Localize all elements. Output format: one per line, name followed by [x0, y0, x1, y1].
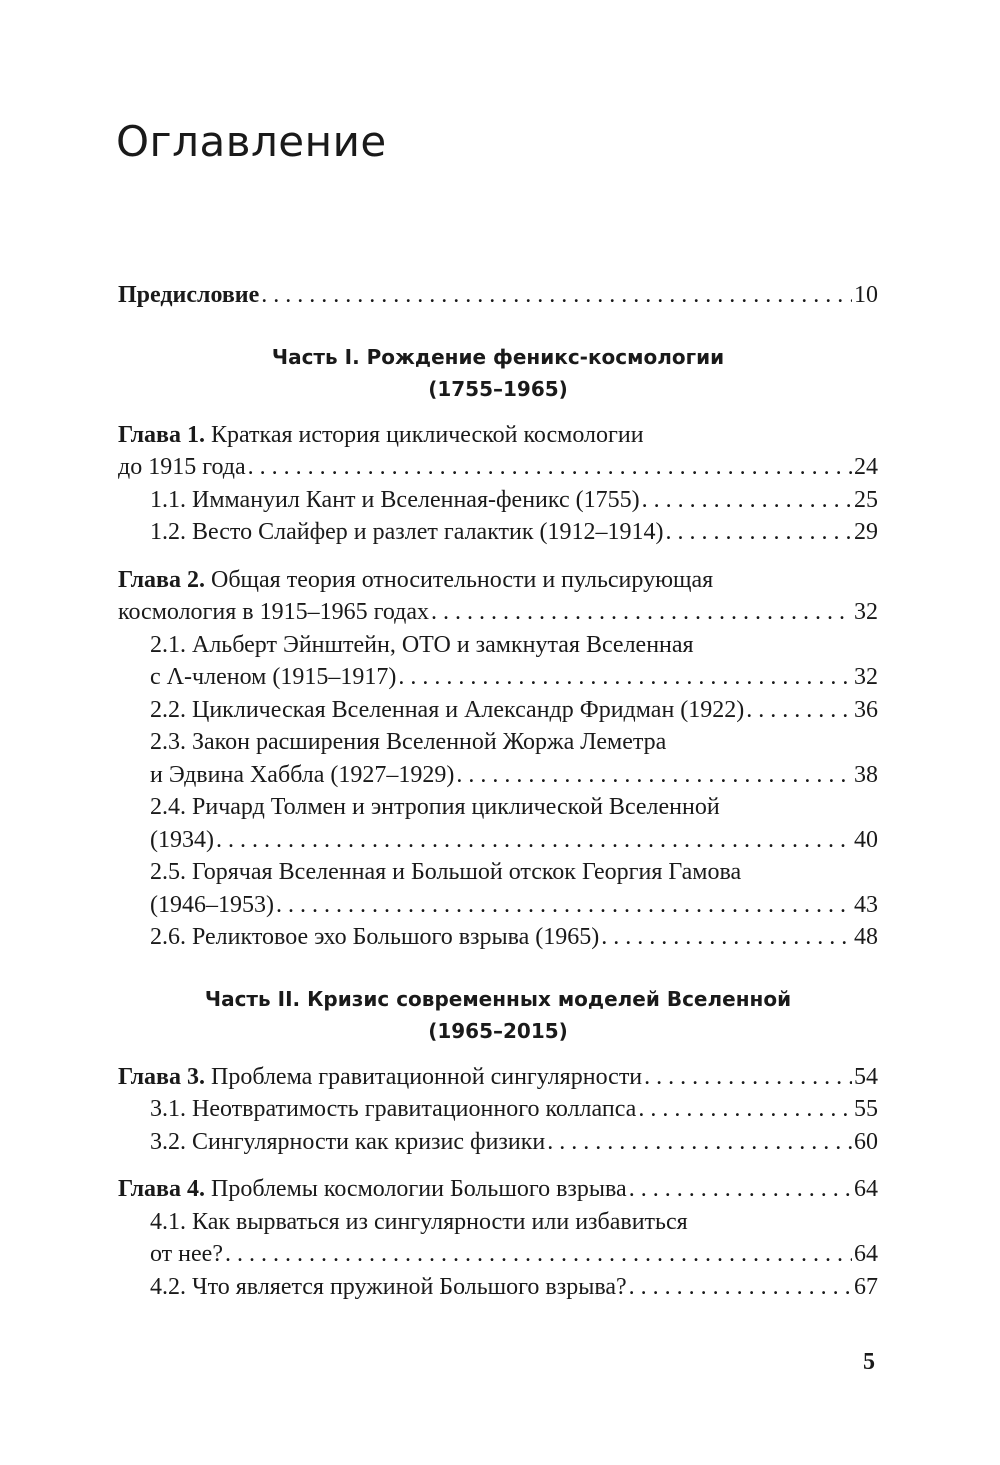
chapter-2-line-1 — [118, 564, 878, 597]
chapter-1-title-end: до 1915 года — [118, 454, 246, 480]
section-2-2-page: 36 — [854, 696, 878, 723]
leader-dots — [248, 451, 852, 484]
toc-entry-chapter-3[interactable] — [118, 1061, 878, 1094]
leader-dots — [456, 759, 852, 792]
chapter-2-title-start: Общая теория относительности и пульсирующая — [205, 566, 714, 593]
toc-entry-2-3[interactable] — [118, 726, 878, 791]
chapter-3-title: Проблема гравитационной сингулярности — [205, 1063, 643, 1090]
section-2-5-line-2 — [118, 889, 878, 922]
section-1-2-page: 29 — [854, 519, 878, 545]
section-2-4-title-end: (1934) — [150, 826, 214, 853]
section-2-6-page: 48 — [854, 924, 878, 950]
chapter-1-title-start: Краткая история циклической космологии — [205, 421, 644, 448]
section-3-1-page: 55 — [854, 1096, 878, 1122]
toc-entry-chapter-2[interactable] — [118, 564, 878, 629]
section-2-4-title-start: 2.4. Ричард Толмен и энтропия циклической Вселенной — [150, 794, 720, 820]
section-2-3-line-2 — [118, 759, 878, 792]
section-2-5-title-end: (1946–1953) — [150, 891, 274, 918]
chapter-4-page: 64 — [854, 1176, 878, 1202]
part-1-title: Часть I. Рождение феникс-космологии — [271, 344, 725, 369]
leader-dots — [746, 694, 852, 727]
toc-entry-2-2[interactable] — [118, 694, 878, 727]
leader-dots — [547, 1126, 852, 1159]
leader-dots — [216, 824, 852, 857]
leader-dots — [261, 279, 852, 312]
toc-entry-2-6[interactable] — [118, 921, 878, 954]
chapter-2-label: Глава 2. — [118, 566, 205, 593]
chapter-4-label: Глава 4. — [118, 1176, 205, 1202]
section-2-4-page: 40 — [854, 826, 878, 853]
section-2-5-page: 43 — [854, 891, 878, 918]
section-2-1-title-end: с Λ-членом (1915–1917) — [150, 664, 397, 690]
section-4-1-title-end: от нее? — [150, 1241, 223, 1267]
leader-dots — [398, 661, 852, 694]
toc-entry-chapter-4[interactable] — [118, 1173, 878, 1206]
chapter-1-label: Глава 1. — [118, 421, 205, 448]
leader-dots — [644, 1061, 852, 1094]
preface-label: Предисловие — [118, 282, 260, 308]
toc-entry-4-2[interactable] — [118, 1271, 878, 1304]
section-1-1-page: 25 — [854, 486, 878, 513]
section-2-6-title: 2.6. Реликтовое эхо Большого взрыва (1965) — [150, 924, 600, 950]
section-2-3-title-start: 2.3. Закон расширения Вселенной Жоржа Леметра — [150, 729, 667, 755]
leader-dots — [601, 921, 852, 954]
toc-entry-2-5[interactable] — [118, 856, 878, 921]
section-2-3-title-end: и Эдвина Хаббла (1927–1929) — [150, 761, 455, 788]
section-4-1-page: 64 — [854, 1241, 878, 1267]
section-4-1-line-2 — [118, 1238, 878, 1271]
toc-entry-1-2[interactable] — [118, 516, 878, 549]
leader-dots — [225, 1238, 852, 1271]
section-4-2-title: 4.2. Что является пружиной Большого взрыва? — [150, 1273, 627, 1300]
part-2-title: Часть II. Кризис современных моделей Вселенной — [204, 986, 792, 1011]
leader-dots — [431, 596, 852, 629]
section-4-2-page: 67 — [854, 1273, 878, 1300]
leader-dots — [638, 1093, 852, 1126]
part-1-years: (1755–1965) — [428, 377, 568, 401]
toc-entry-1-1[interactable] — [118, 484, 878, 517]
toc-entry-3-1[interactable] — [118, 1093, 878, 1126]
section-2-5-title-start: 2.5. Горячая Вселенная и Большой отскок Георгия Гамова — [150, 859, 742, 885]
section-3-2-page: 60 — [854, 1128, 878, 1155]
section-1-1-title: 1.1. Иммануил Кант и Вселенная-феникс (1755) — [150, 486, 640, 513]
section-3-2-title: 3.2. Сингулярности как кризис физики — [150, 1128, 546, 1155]
part-1-heading — [118, 341, 878, 406]
section-2-3-page: 38 — [854, 761, 878, 788]
section-2-1-line-2 — [118, 661, 878, 694]
leader-dots — [642, 484, 852, 517]
chapter-3-label: Глава 3. — [118, 1063, 205, 1090]
toc-entry-preface[interactable] — [118, 279, 878, 312]
chapter-1-page: 24 — [854, 454, 878, 480]
chapter-3-page: 54 — [854, 1063, 878, 1090]
leader-dots — [666, 516, 852, 549]
leader-dots — [629, 1271, 852, 1304]
part-2-heading — [118, 983, 878, 1048]
chapter-1-line-1 — [118, 419, 878, 452]
chapter-2-line-2 — [118, 596, 878, 629]
preface-page: 10 — [854, 282, 878, 308]
chapter-4-title-wrap — [118, 1173, 627, 1206]
page-number: 5 — [863, 1349, 875, 1375]
toc-entry-3-2[interactable] — [118, 1126, 878, 1159]
table-of-contents — [118, 279, 878, 1303]
section-2-1-page: 32 — [854, 664, 878, 690]
chapter-1-line-2 — [118, 451, 878, 484]
toc-entry-2-4[interactable] — [118, 791, 878, 856]
section-2-4-line-2 — [118, 824, 878, 857]
section-4-1-title-start: 4.1. Как вырваться из сингулярности или избавиться — [150, 1208, 688, 1235]
chapter-4-title: Проблемы космологии Большого взрыва — [205, 1176, 627, 1202]
page-title: Оглавление — [116, 117, 387, 166]
toc-entry-2-1[interactable] — [118, 629, 878, 694]
section-2-2-title: 2.2. Циклическая Вселенная и Александр Фридман (1922) — [150, 696, 745, 723]
section-1-2-title: 1.2. Весто Слайфер и разлет галактик (1912–1914) — [150, 519, 664, 545]
chapter-3-title-wrap — [118, 1061, 642, 1094]
toc-entry-chapter-1[interactable] — [118, 419, 878, 484]
toc-entry-4-1[interactable] — [118, 1206, 878, 1271]
leader-dots — [629, 1173, 852, 1206]
chapter-2-title-end: космология в 1915–1965 годах — [118, 599, 430, 625]
part-2-years: (1965–2015) — [428, 1019, 568, 1043]
chapter-2-page: 32 — [854, 599, 878, 625]
section-2-1-title-start: 2.1. Альберт Эйнштейн, ОТО и замкнутая Вселенная — [150, 631, 694, 658]
leader-dots — [276, 889, 852, 922]
section-3-1-title: 3.1. Неотвратимость гравитационного коллапса — [150, 1096, 637, 1122]
